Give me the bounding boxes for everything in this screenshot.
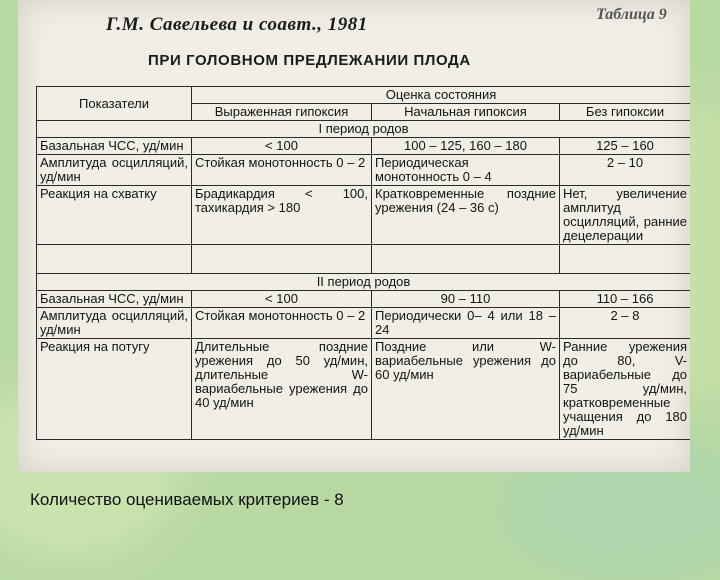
cell-initial: 100 – 125, 160 – 180 xyxy=(372,138,560,155)
cell-indicator: Базальная ЧСС, уд/мин xyxy=(37,291,192,308)
cell-indicator: Амплитуда осцилляций, уд/мин xyxy=(37,155,192,186)
table-row xyxy=(37,155,691,186)
cell-severe: Стойкая монотонность 0 – 2 xyxy=(192,308,372,339)
author-line: Г.М. Савельева и соавт., 1981 xyxy=(106,14,368,35)
table-row xyxy=(37,186,691,245)
cell-severe: < 100 xyxy=(192,138,372,155)
cell-indicator: Реакция на потугу xyxy=(37,339,192,440)
cell-initial: Периодическая монотонность 0 – 4 xyxy=(372,155,560,186)
cell-initial: Поздние или W-вариабельные урежения до 60 уд/мин xyxy=(372,339,560,440)
section-first-period: I период родов xyxy=(37,121,691,138)
table-row xyxy=(37,291,691,308)
cell-indicator: Базальная ЧСС, уд/мин xyxy=(37,138,192,155)
scanned-table-image xyxy=(18,0,690,472)
cell-none: Ранние урежения до 80, V-вариабельные до 75 уд/мин, кратковременные учащения до 180 уд/мин xyxy=(560,339,691,440)
section-second-period: II период родов xyxy=(37,274,691,291)
table-subtitle: ПРИ ГОЛОВНОМ ПРЕДЛЕЖАНИИ ПЛОДА xyxy=(148,52,471,69)
cell-none: 125 – 160 xyxy=(560,138,691,155)
header-severe-hypoxia: Выраженная гипоксия xyxy=(192,104,372,121)
cell-initial: 90 – 110 xyxy=(372,291,560,308)
table-number: Таблица 9 xyxy=(596,6,667,23)
cell-initial: Периодически 0– 4 или 18 – 24 xyxy=(372,308,560,339)
criteria-count-caption: Количество оцениваемых критериев - 8 xyxy=(30,490,344,509)
header-initial-hypoxia: Начальная гипоксия xyxy=(372,104,560,121)
table-row xyxy=(37,138,691,155)
header-no-hypoxia: Без гипоксии xyxy=(560,104,691,121)
cell-severe: Брадикардия < 100, тахикардия > 180 xyxy=(192,186,372,245)
cell-none: 2 – 8 xyxy=(560,308,691,339)
table-header-row xyxy=(37,87,691,104)
cell-severe: Стойкая монотонность 0 – 2 xyxy=(192,155,372,186)
cell-initial: Кратковременные поздние урежения (24 – 36 с) xyxy=(372,186,560,245)
table-row xyxy=(37,339,691,440)
cell-severe: < 100 xyxy=(192,291,372,308)
table-row xyxy=(37,308,691,339)
spacer-cell xyxy=(560,245,691,274)
cell-none: 2 – 10 xyxy=(560,155,691,186)
spacer-cell xyxy=(37,245,192,274)
ctg-criteria-table xyxy=(36,86,690,440)
spacer-cell xyxy=(192,245,372,274)
spacer-cell xyxy=(372,245,560,274)
header-indicator: Показатели xyxy=(37,87,192,121)
cell-none: 110 – 166 xyxy=(560,291,691,308)
header-assessment: Оценка состояния xyxy=(192,87,691,104)
cell-severe: Длительные поздние урежения до 50 уд/мин, длительные W-вариабельные урежения до 40 уд/мин xyxy=(192,339,372,440)
cell-none: Нет, увеличение амплитуд осцилляций, ранние децелерации xyxy=(560,186,691,245)
cell-indicator: Амплитуда осцилляций, уд/мин xyxy=(37,308,192,339)
cell-indicator: Реакция на схватку xyxy=(37,186,192,245)
